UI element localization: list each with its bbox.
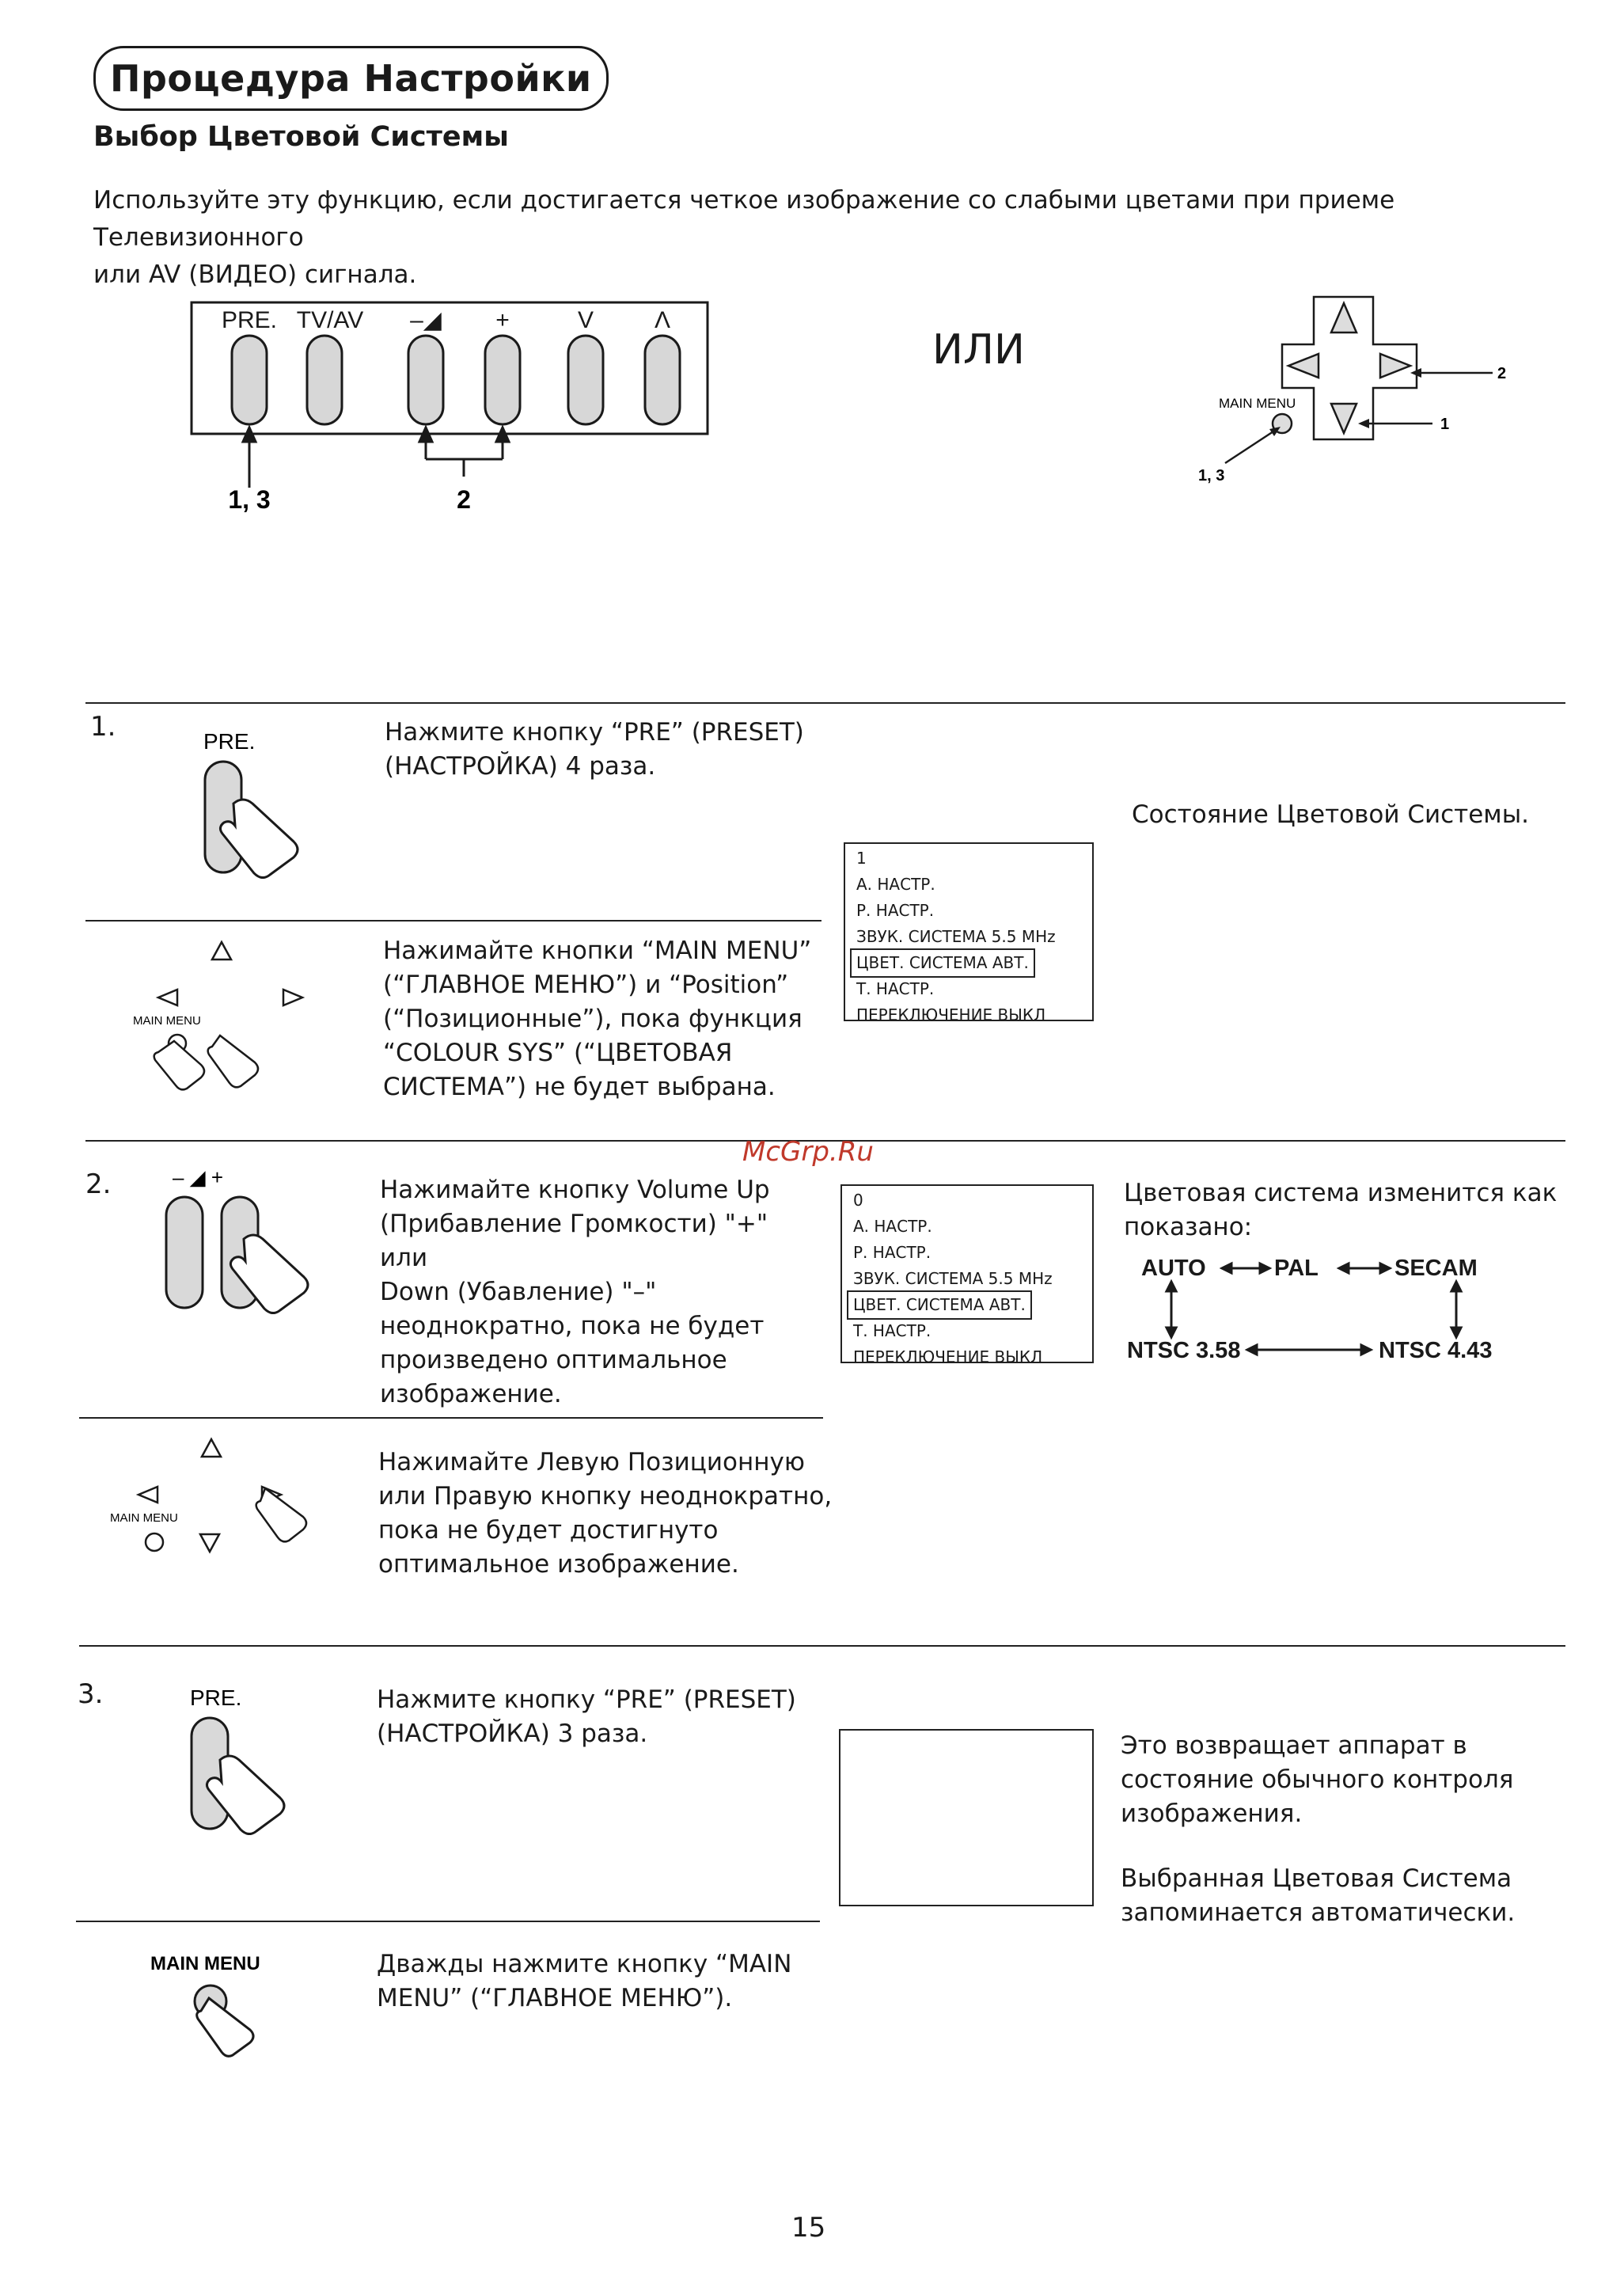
cycle-secam: SECAM bbox=[1394, 1256, 1478, 1281]
menu-line-selected: ЦВЕТ. СИСТЕМА АВТ. bbox=[848, 1292, 1030, 1318]
step3-btn-label: PRE. bbox=[190, 1685, 242, 1710]
page-title: Процедура Настройки bbox=[93, 46, 609, 111]
dpad-callout-2: 2 bbox=[1497, 365, 1507, 382]
watermark: McGrp.Ru bbox=[742, 1136, 874, 1168]
cycle-pal: PAL bbox=[1274, 1256, 1319, 1281]
cycle-auto: AUTO bbox=[1141, 1256, 1206, 1281]
remote-panel-diagram bbox=[190, 301, 712, 538]
menu-line: А. НАСТР. bbox=[853, 1217, 932, 1236]
step1-status-label: Состояние Цветовой Системы. bbox=[1132, 800, 1530, 829]
step2-change-text: Цветовая система изменится как показано: bbox=[1124, 1179, 1558, 1241]
step2-osd-menu bbox=[840, 1184, 1094, 1366]
divider-step1-top bbox=[85, 702, 1565, 704]
panel-label-ch-down: V bbox=[577, 307, 594, 333]
menu-line: А. НАСТР. bbox=[856, 875, 935, 894]
step3-memory-text: Выбранная Цветовая Система запоминается автоматически. bbox=[1121, 1864, 1516, 1927]
step1-osd-menu bbox=[844, 842, 1094, 1024]
ch-down-button-shape bbox=[568, 336, 603, 424]
step2-dpad-icon bbox=[107, 1433, 336, 1583]
panel-arrows bbox=[243, 428, 509, 488]
step3-text-a: Нажмите кнопку “PRE” (PRESET) (НАСТРОЙКА) 3 раза. bbox=[377, 1685, 796, 1748]
dpad-main-menu-label: MAIN MENU bbox=[1219, 396, 1296, 411]
menu-line: 1 bbox=[856, 849, 867, 868]
menu-line: 0 bbox=[853, 1191, 863, 1210]
dpad-callout-1: 1 bbox=[1440, 416, 1450, 433]
dpad-diagram bbox=[1187, 289, 1567, 495]
ch-up-button-shape bbox=[645, 336, 680, 424]
step3-return-text: Это возвращает аппарат в состояние обычного контроля изображения. bbox=[1121, 1731, 1514, 1828]
menu-line-selected: ЦВЕТ. СИСТЕМА АВТ. bbox=[852, 950, 1034, 976]
page-number: 15 bbox=[791, 2212, 826, 2244]
menu-line: ПЕРЕКЛЮЧЕНИЕ ВЫКЛ bbox=[853, 1347, 1043, 1366]
menu-line: Т. НАСТР. bbox=[856, 979, 935, 998]
step2-volume-icon bbox=[158, 1164, 348, 1314]
step3-pre-icon bbox=[176, 1685, 334, 1835]
menu-line: Т. НАСТР. bbox=[853, 1321, 932, 1340]
menu-line: Р. НАСТР. bbox=[856, 901, 935, 920]
cycle-ntsc443: NTSC 4.43 bbox=[1379, 1338, 1493, 1363]
step2-number: 2. bbox=[85, 1168, 112, 1200]
intro-text: Используйте эту функцию, если достигается четкое изображение со слабыми цветами при приеме Телевизионного или AV (ВИДЕО) сигнала. bbox=[93, 186, 1395, 289]
cycle-ntsc358: NTSC 3.58 bbox=[1127, 1338, 1241, 1363]
vol-up-button-shape bbox=[485, 336, 520, 424]
vol-down-button-shape bbox=[408, 336, 443, 424]
callout-2: 2 bbox=[457, 485, 471, 514]
step3-main-menu-icon bbox=[142, 1949, 348, 2068]
divider-step1-mid bbox=[85, 920, 821, 922]
step2-text-b: Нажимайте Левую Позиционную или Правую кнопку неоднократно, пока не будет достигнуто оптимальное изображение. bbox=[378, 1448, 833, 1579]
tvav-button-shape bbox=[307, 336, 342, 424]
panel-label-ch-up: Λ bbox=[654, 307, 671, 333]
divider-step2-mid bbox=[79, 1417, 823, 1419]
or-text: ИЛИ bbox=[932, 326, 1025, 374]
dpad-callout-1-3: 1, 3 bbox=[1198, 467, 1225, 484]
step1-pre-icon bbox=[178, 728, 336, 879]
step1-text-b: Нажимайте кнопки “MAIN MENU” (“ГЛАВНОЕ МЕНЮ”) и “Position” (“Позиционные”), пока функция “COLOUR SYS” (“ЦВЕТОВАЯ СИСТЕМА”) не будет выбрана. bbox=[383, 937, 812, 1101]
panel-label-tvav: TV/AV bbox=[296, 307, 364, 333]
colour-cycle-diagram bbox=[1124, 1247, 1567, 1374]
panel-buttons bbox=[232, 336, 680, 424]
remote-panel-svg bbox=[190, 301, 712, 538]
section-subtitle: Выбор Цветовой Системы bbox=[93, 121, 509, 153]
step2-dpad-label: MAIN MENU bbox=[110, 1511, 178, 1525]
menu-line: ЗВУК. СИСТЕМА 5.5 MHz bbox=[853, 1269, 1053, 1288]
step3-main-menu-label: MAIN MENU bbox=[150, 1953, 260, 1974]
step2-btn-label: – ◢ + bbox=[173, 1165, 224, 1189]
menu-line: Р. НАСТР. bbox=[853, 1243, 932, 1262]
divider-step3-top bbox=[79, 1645, 1565, 1647]
step1-number: 1. bbox=[90, 711, 116, 743]
step3-blank-screen bbox=[839, 1729, 1094, 1906]
step1-btn-label: PRE. bbox=[203, 729, 256, 754]
step2-text-a: Нажимайте кнопку Volume Up (Прибавление Громкости) "+" или Down (Убавление) "–" неоднократно, пока не будет произведено оптимальное изображение. bbox=[380, 1176, 770, 1408]
step3-text-b: Дважды нажмите кнопку “MAIN MENU” (“ГЛАВНОЕ МЕНЮ”). bbox=[377, 1950, 792, 2012]
step1-text-a: Нажмите кнопку “PRE” (PRESET) (НАСТРОЙКА) 4 раза. bbox=[385, 718, 804, 781]
divider-step3-mid bbox=[76, 1921, 820, 1922]
step1-dpad-icon bbox=[127, 934, 332, 1100]
step3-number: 3. bbox=[78, 1678, 104, 1710]
dpad-svg bbox=[1187, 289, 1567, 495]
panel-label-vol-up: + bbox=[495, 307, 510, 333]
panel-label-pre: PRE. bbox=[221, 307, 278, 333]
panel-label-vol-down: –◢ bbox=[410, 307, 442, 333]
step1-dpad-label: MAIN MENU bbox=[133, 1014, 201, 1028]
menu-line: ЗВУК. СИСТЕМА 5.5 MHz bbox=[856, 927, 1056, 946]
pre-button-shape bbox=[232, 336, 267, 424]
menu-line: ПЕРЕКЛЮЧЕНИЕ ВЫКЛ bbox=[856, 1005, 1046, 1024]
callout-1-3: 1, 3 bbox=[228, 485, 271, 514]
